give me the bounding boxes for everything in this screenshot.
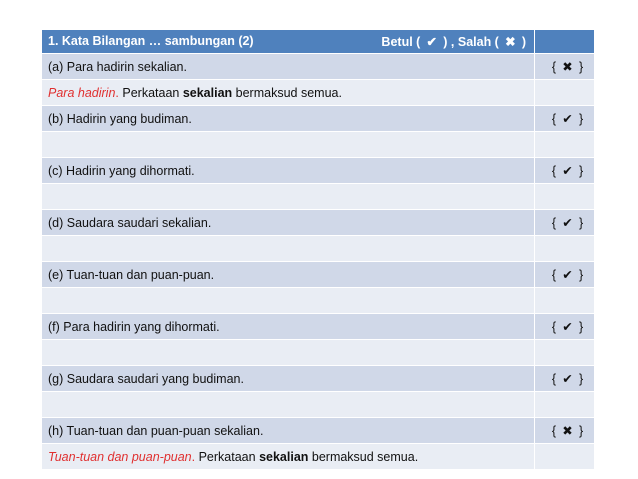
blank-row <box>42 132 595 158</box>
explanation-row <box>42 444 595 470</box>
brace-open: { <box>551 320 557 334</box>
question-row <box>42 366 595 392</box>
question-label: (a) Para hadirin sekalian. <box>42 54 535 80</box>
answer-mark <box>535 262 595 288</box>
answer-mark <box>535 418 595 444</box>
legend-close: ) <box>521 35 526 49</box>
answer-mark <box>535 210 595 236</box>
brace-open: { <box>551 268 557 282</box>
cross-icon: ✖ <box>562 60 573 74</box>
blank-cell <box>535 184 595 210</box>
betul-label: Betul ( <box>381 35 421 49</box>
blank-cell <box>535 132 595 158</box>
check-icon: ✔ <box>562 372 573 386</box>
brace-close: } <box>578 268 584 282</box>
answer-mark <box>535 366 595 392</box>
blank-row <box>42 340 595 366</box>
blank-cell <box>535 236 595 262</box>
explanation-row <box>42 80 595 106</box>
question-label: (e) Tuan-tuan dan puan-puan. <box>42 262 535 288</box>
blank-row <box>42 236 595 262</box>
blank-cell <box>42 184 535 210</box>
question-label: (g) Saudara saudari yang budiman. <box>42 366 535 392</box>
answer-mark <box>535 106 595 132</box>
blank-row <box>42 288 595 314</box>
brace-open: { <box>551 216 557 230</box>
blank-cell <box>535 444 595 470</box>
check-icon: ✔ <box>426 35 438 49</box>
brace-open: { <box>551 60 557 74</box>
explanation-prefix: Perkataan <box>118 85 183 100</box>
brace-close: } <box>578 60 584 74</box>
question-row <box>42 418 595 444</box>
explanation-text <box>42 80 535 106</box>
blank-cell <box>535 80 595 106</box>
question-row <box>42 262 595 288</box>
brace-open: { <box>551 164 557 178</box>
brace-close: } <box>578 424 584 438</box>
question-row <box>42 314 595 340</box>
question-row <box>42 106 595 132</box>
question-row <box>42 158 595 184</box>
check-icon: ✔ <box>562 216 573 230</box>
question-label: (b) Hadirin yang budiman. <box>42 106 535 132</box>
blank-cell <box>535 340 595 366</box>
correct-phrase: Para hadirin <box>48 85 116 100</box>
check-icon: ✔ <box>562 112 573 126</box>
blank-cell <box>535 288 595 314</box>
cross-icon: ✖ <box>505 35 516 49</box>
blank-cell <box>42 392 535 418</box>
salah-label: ) , Salah ( <box>443 35 499 49</box>
header-row <box>42 30 595 54</box>
blank-cell <box>42 340 535 366</box>
blank-cell <box>535 392 595 418</box>
question-label: (f) Para hadirin yang dihormati. <box>42 314 535 340</box>
quiz-table <box>41 29 595 470</box>
brace-open: { <box>551 372 557 386</box>
phrase-period: . <box>115 85 119 100</box>
brace-close: } <box>578 164 584 178</box>
brace-open: { <box>551 112 557 126</box>
blank-cell <box>42 288 535 314</box>
header-legend <box>381 34 534 49</box>
question-label: (c) Hadirin yang dihormati. <box>42 158 535 184</box>
header-title-cell <box>42 30 535 54</box>
keyword: sekalian <box>259 449 309 464</box>
blank-row <box>42 184 595 210</box>
brace-open: { <box>551 424 557 438</box>
check-icon: ✔ <box>562 164 573 178</box>
explanation-text <box>42 444 535 470</box>
explanation-prefix: Perkataan <box>195 449 260 464</box>
question-row <box>42 210 595 236</box>
check-icon: ✔ <box>562 268 573 282</box>
answer-mark <box>535 314 595 340</box>
check-icon: ✔ <box>562 320 573 334</box>
cross-icon: ✖ <box>562 424 573 438</box>
blank-cell <box>42 236 535 262</box>
correct-phrase: Tuan-tuan dan puan-puan <box>48 449 192 464</box>
brace-close: } <box>578 216 584 230</box>
blank-cell <box>42 132 535 158</box>
blank-row <box>42 392 595 418</box>
brace-close: } <box>578 320 584 334</box>
answer-mark <box>535 54 595 80</box>
header-title: 1. Kata Bilangan … sambungan (2) <box>48 34 254 48</box>
answer-mark <box>535 158 595 184</box>
question-label: (d) Saudara saudari sekalian. <box>42 210 535 236</box>
explanation-suffix: bermaksud semua. <box>308 449 419 464</box>
keyword: sekalian <box>182 85 233 100</box>
brace-close: } <box>578 372 584 386</box>
brace-close: } <box>578 112 584 126</box>
phrase-period: . <box>191 449 196 464</box>
explanation-suffix: bermaksud semua. <box>232 85 342 100</box>
question-label: (h) Tuan-tuan dan puan-puan sekalian. <box>42 418 535 444</box>
question-row <box>42 54 595 80</box>
header-blank-cell <box>535 30 595 54</box>
